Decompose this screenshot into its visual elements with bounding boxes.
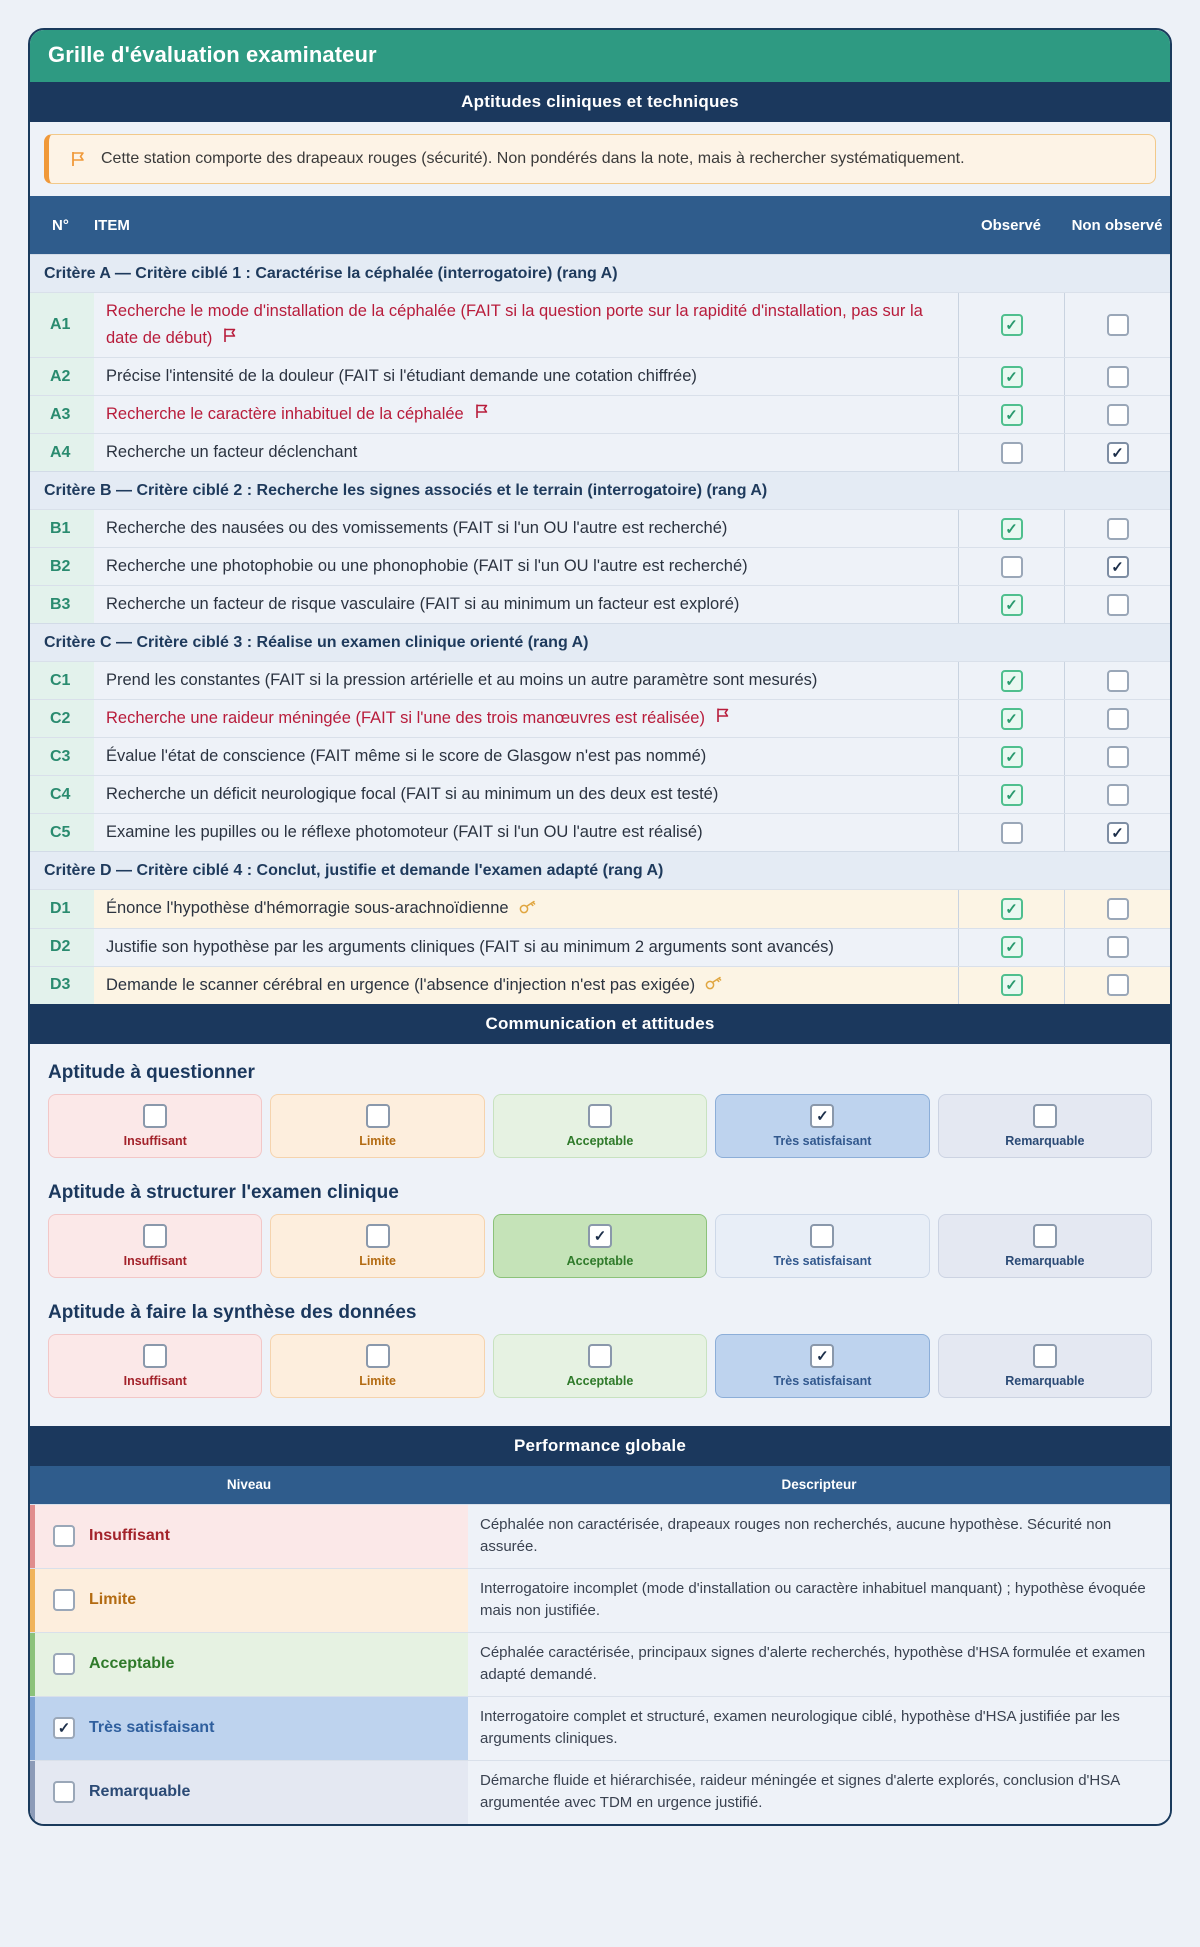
table-row xyxy=(30,585,1170,623)
option-checkbox[interactable] xyxy=(1033,1344,1057,1368)
section-header-communication: Communication et attitudes xyxy=(30,1004,1170,1044)
red-flag-icon xyxy=(474,401,490,428)
option-label: Remarquable xyxy=(1005,1133,1085,1148)
observed-checkbox[interactable]: ✓ xyxy=(1001,366,1023,388)
observed-cell xyxy=(958,662,1064,699)
observed-checkbox[interactable] xyxy=(1001,556,1023,578)
item-number: D2 xyxy=(30,929,94,966)
observed-cell xyxy=(958,586,1064,623)
not-observed-checkbox[interactable] xyxy=(1107,594,1129,616)
observed-checkbox[interactable] xyxy=(1001,442,1023,464)
performance-row xyxy=(30,1568,1170,1632)
section-header-clinical: Aptitudes cliniques et techniques xyxy=(30,82,1170,122)
not-observed-cell xyxy=(1064,434,1170,471)
not-observed-cell xyxy=(1064,396,1170,433)
option-checkbox[interactable]: ✓ xyxy=(810,1344,834,1368)
not-observed-cell xyxy=(1064,586,1170,623)
item-text-cell xyxy=(94,434,958,471)
table-row xyxy=(30,292,1170,357)
table-row xyxy=(30,928,1170,966)
aptitude-option[interactable] xyxy=(493,1094,707,1158)
not-observed-cell xyxy=(1064,814,1170,851)
item-text-cell xyxy=(94,776,958,813)
performance-checkbox[interactable]: ✓ xyxy=(53,1717,75,1739)
performance-checkbox[interactable] xyxy=(53,1589,75,1611)
observed-checkbox[interactable]: ✓ xyxy=(1001,746,1023,768)
option-checkbox[interactable] xyxy=(366,1344,390,1368)
col-item: ITEM xyxy=(94,216,130,234)
aptitude-option[interactable] xyxy=(715,1214,929,1278)
item-text: Évalue l'état de conscience (FAIT même si le score de Glasgow n'est pas nommé) xyxy=(106,747,707,766)
performance-checkbox[interactable] xyxy=(53,1525,75,1547)
aptitude-options xyxy=(48,1094,1152,1158)
option-checkbox[interactable] xyxy=(366,1224,390,1248)
option-label: Très satisfaisant xyxy=(773,1373,872,1388)
option-checkbox[interactable] xyxy=(143,1344,167,1368)
performance-descriptor: Céphalée non caractérisée, drapeaux rouges non recherchés, aucune hypothèse. Sécurité non assurée. xyxy=(468,1505,1170,1568)
aptitude-option[interactable] xyxy=(938,1094,1152,1158)
not-observed-checkbox[interactable] xyxy=(1107,898,1129,920)
item-number: C4 xyxy=(30,776,94,813)
option-checkbox[interactable] xyxy=(1033,1104,1057,1128)
observed-cell xyxy=(958,548,1064,585)
observed-cell xyxy=(958,396,1064,433)
key-icon xyxy=(705,972,725,999)
option-label: Limite xyxy=(359,1253,397,1268)
item-number: B3 xyxy=(30,586,94,623)
page-title: Grille d'évaluation examinateur xyxy=(30,30,1170,82)
not-observed-cell xyxy=(1064,967,1170,1004)
performance-level: Acceptable xyxy=(89,1655,175,1673)
item-number: B2 xyxy=(30,548,94,585)
red-flag-icon xyxy=(715,705,731,732)
item-text: Précise l'intensité de la douleur (FAIT si l'étudiant demande une cotation chiffrée) xyxy=(106,367,697,386)
performance-table xyxy=(30,1504,1170,1824)
table-row xyxy=(30,737,1170,775)
alert-text: Cette station comporte des drapeaux rouges (sécurité). Non pondérés dans la note, mais à rechercher systématiquement. xyxy=(101,150,965,167)
table-row xyxy=(30,357,1170,395)
col-niveau: Niveau xyxy=(226,1477,272,1493)
not-observed-checkbox[interactable] xyxy=(1107,784,1129,806)
aptitude-option[interactable] xyxy=(270,1334,484,1398)
item-text-cell xyxy=(94,586,958,623)
red-flag-alert xyxy=(44,134,1156,184)
table-row xyxy=(30,547,1170,585)
aptitude-option[interactable] xyxy=(493,1334,707,1398)
item-number: A2 xyxy=(30,358,94,395)
item-text: Recherche une raideur méningée (FAIT si l'une des trois manœuvres est réalisée) xyxy=(106,709,705,728)
criteria-list xyxy=(30,254,1170,1004)
not-observed-cell xyxy=(1064,776,1170,813)
option-checkbox[interactable] xyxy=(143,1224,167,1248)
observed-checkbox[interactable]: ✓ xyxy=(1001,708,1023,730)
item-text-cell xyxy=(94,700,958,737)
not-observed-checkbox[interactable]: ✓ xyxy=(1107,822,1129,844)
observed-cell xyxy=(958,358,1064,395)
not-observed-cell xyxy=(1064,358,1170,395)
table-row xyxy=(30,775,1170,813)
aptitude-option[interactable] xyxy=(48,1214,262,1278)
aptitude-option[interactable] xyxy=(715,1334,929,1398)
performance-row xyxy=(30,1760,1170,1824)
aptitude-option[interactable] xyxy=(48,1094,262,1158)
items-table-header xyxy=(30,196,1170,254)
performance-descriptor: Démarche fluide et hiérarchisée, raideur méningée et signes d'alerte explorés, conclusion d'HSA argumentée avec TDM en urgence justifié. xyxy=(468,1761,1170,1824)
option-checkbox[interactable] xyxy=(366,1104,390,1128)
observed-checkbox[interactable]: ✓ xyxy=(1001,898,1023,920)
table-row xyxy=(30,889,1170,927)
observed-checkbox[interactable]: ✓ xyxy=(1001,784,1023,806)
option-label: Insuffisant xyxy=(123,1373,187,1388)
option-label: Insuffisant xyxy=(123,1133,187,1148)
item-text-cell xyxy=(94,358,958,395)
not-observed-checkbox[interactable] xyxy=(1107,936,1129,958)
performance-level: Très satisfaisant xyxy=(89,1719,215,1737)
table-row xyxy=(30,813,1170,851)
performance-row xyxy=(30,1696,1170,1760)
performance-descriptor: Interrogatoire complet et structuré, examen neurologique ciblé, hypothèse d'HSA justifiée par les arguments cliniques. xyxy=(468,1697,1170,1760)
not-observed-checkbox[interactable] xyxy=(1107,974,1129,996)
item-number: A4 xyxy=(30,434,94,471)
not-observed-cell xyxy=(1064,738,1170,775)
item-number: B1 xyxy=(30,510,94,547)
observed-checkbox[interactable]: ✓ xyxy=(1001,974,1023,996)
not-observed-checkbox[interactable] xyxy=(1107,366,1129,388)
aptitude-title: Aptitude à questionner xyxy=(48,1061,255,1083)
performance-level-cell[interactable] xyxy=(30,1633,468,1696)
performance-table-header xyxy=(30,1466,1170,1504)
item-text: Recherche des nausées ou des vomissements (FAIT si l'un OU l'autre est recherché) xyxy=(106,519,728,538)
not-observed-checkbox[interactable] xyxy=(1107,670,1129,692)
evaluation-card xyxy=(28,28,1172,1826)
observed-checkbox[interactable]: ✓ xyxy=(1001,314,1023,336)
table-row xyxy=(30,966,1170,1004)
item-text: Recherche le mode d'installation de la céphalée (FAIT si la question porte sur la rapidité d'installation, pas sur la date de début) xyxy=(106,302,923,347)
section-header-performance: Performance globale xyxy=(30,1426,1170,1466)
performance-level-cell[interactable] xyxy=(30,1697,468,1760)
aptitude-option[interactable] xyxy=(938,1214,1152,1278)
item-text: Prend les constantes (FAIT si la pression artérielle et au moins un autre paramètre sont mesurés) xyxy=(106,671,818,690)
performance-row xyxy=(30,1504,1170,1568)
observed-cell xyxy=(958,776,1064,813)
observed-checkbox[interactable]: ✓ xyxy=(1001,670,1023,692)
performance-level-cell[interactable] xyxy=(30,1505,468,1568)
aptitude-option[interactable] xyxy=(715,1094,929,1158)
not-observed-cell xyxy=(1064,548,1170,585)
criterion-header: Critère D — Critère ciblé 4 : Conclut, justifie et demande l'examen adapté (rang A) xyxy=(30,851,1170,889)
item-text-cell xyxy=(94,738,958,775)
item-text-cell xyxy=(94,967,958,1004)
observed-checkbox[interactable]: ✓ xyxy=(1001,518,1023,540)
item-text: Justifie son hypothèse par les arguments cliniques (FAIT si au minimum 2 arguments sont avancés) xyxy=(106,937,834,956)
observed-cell xyxy=(958,967,1064,1004)
option-label: Insuffisant xyxy=(123,1253,187,1268)
option-checkbox[interactable] xyxy=(588,1104,612,1128)
item-text: Recherche le caractère inhabituel de la céphalée xyxy=(106,405,464,424)
item-text: Examine les pupilles ou le réflexe photomoteur (FAIT si l'un OU l'autre est réalisé) xyxy=(106,823,703,842)
performance-row xyxy=(30,1632,1170,1696)
not-observed-cell xyxy=(1064,662,1170,699)
observed-checkbox[interactable]: ✓ xyxy=(1001,594,1023,616)
item-number: C3 xyxy=(30,738,94,775)
aptitude-option[interactable] xyxy=(270,1094,484,1158)
item-number: C1 xyxy=(30,662,94,699)
observed-checkbox[interactable] xyxy=(1001,822,1023,844)
item-text-cell xyxy=(94,293,958,357)
item-text: Demande le scanner cérébral en urgence (l'absence d'injection n'est pas exigée) xyxy=(106,975,696,994)
performance-level-cell[interactable] xyxy=(30,1569,468,1632)
item-text: Recherche un déficit neurologique focal (FAIT si au minimum un des deux est testé) xyxy=(106,785,719,804)
item-number: D3 xyxy=(30,967,94,1004)
not-observed-checkbox[interactable] xyxy=(1107,518,1129,540)
table-row xyxy=(30,509,1170,547)
item-text: Recherche un facteur déclenchant xyxy=(106,443,358,462)
col-descripteur: Descripteur xyxy=(781,1477,857,1493)
table-row xyxy=(30,699,1170,737)
not-observed-cell xyxy=(1064,890,1170,927)
observed-cell xyxy=(958,293,1064,357)
observed-cell xyxy=(958,700,1064,737)
not-observed-checkbox[interactable] xyxy=(1107,746,1129,768)
not-observed-checkbox[interactable] xyxy=(1107,314,1129,336)
option-label: Acceptable xyxy=(566,1253,634,1268)
key-icon xyxy=(519,896,539,923)
not-observed-cell xyxy=(1064,293,1170,357)
aptitude-options xyxy=(48,1214,1152,1278)
col-num: N° xyxy=(52,216,69,234)
criterion-header: Critère A — Critère ciblé 1 : Caractérise la céphalée (interrogatoire) (rang A) xyxy=(30,254,1170,292)
not-observed-checkbox[interactable] xyxy=(1107,404,1129,426)
not-observed-cell xyxy=(1064,929,1170,966)
option-label: Très satisfaisant xyxy=(773,1133,872,1148)
performance-level: Remarquable xyxy=(89,1783,191,1801)
red-flag-icon xyxy=(222,325,238,352)
option-checkbox[interactable] xyxy=(588,1344,612,1368)
item-text-cell xyxy=(94,814,958,851)
observed-cell xyxy=(958,890,1064,927)
option-label: Limite xyxy=(359,1373,397,1388)
communication-section xyxy=(30,1044,1170,1426)
performance-checkbox[interactable] xyxy=(53,1781,75,1803)
aptitude-title: Aptitude à structurer l'examen clinique xyxy=(48,1181,399,1203)
item-text: Recherche une photophobie ou une phonophobie (FAIT si l'un OU l'autre est recherché) xyxy=(106,557,748,576)
criterion-header: Critère C — Critère ciblé 3 : Réalise un examen clinique orienté (rang A) xyxy=(30,623,1170,661)
not-observed-checkbox[interactable] xyxy=(1107,708,1129,730)
aptitude-title: Aptitude à faire la synthèse des données xyxy=(48,1301,417,1323)
performance-descriptor: Interrogatoire incomplet (mode d'installation ou caractère inhabituel manquant) ; hypothèse évoquée mais non justifiée. xyxy=(468,1569,1170,1632)
observed-cell xyxy=(958,814,1064,851)
item-number: A1 xyxy=(30,293,94,357)
option-checkbox[interactable] xyxy=(810,1224,834,1248)
option-label: Très satisfaisant xyxy=(773,1253,872,1268)
col-observed: Observé xyxy=(980,216,1042,234)
option-label: Remarquable xyxy=(1005,1253,1085,1268)
performance-level: Limite xyxy=(89,1591,137,1609)
option-label: Remarquable xyxy=(1005,1373,1085,1388)
table-row xyxy=(30,433,1170,471)
observed-checkbox[interactable]: ✓ xyxy=(1001,936,1023,958)
table-row xyxy=(30,395,1170,433)
aptitude-option[interactable] xyxy=(270,1214,484,1278)
option-label: Acceptable xyxy=(566,1133,634,1148)
item-text: Recherche un facteur de risque vasculaire (FAIT si au minimum un facteur est exploré) xyxy=(106,595,740,614)
item-number: D1 xyxy=(30,890,94,927)
option-checkbox[interactable]: ✓ xyxy=(810,1104,834,1128)
item-text-cell xyxy=(94,548,958,585)
option-checkbox[interactable]: ✓ xyxy=(588,1224,612,1248)
not-observed-checkbox[interactable]: ✓ xyxy=(1107,556,1129,578)
aptitude-option[interactable] xyxy=(938,1334,1152,1398)
item-number: C5 xyxy=(30,814,94,851)
performance-level-cell[interactable] xyxy=(30,1761,468,1824)
observed-cell xyxy=(958,738,1064,775)
option-label: Limite xyxy=(359,1133,397,1148)
not-observed-checkbox[interactable]: ✓ xyxy=(1107,442,1129,464)
not-observed-cell xyxy=(1064,700,1170,737)
col-not-observed: Non observé xyxy=(1071,216,1163,234)
observed-checkbox[interactable]: ✓ xyxy=(1001,404,1023,426)
item-text-cell xyxy=(94,396,958,433)
item-number: C2 xyxy=(30,700,94,737)
aptitude-options xyxy=(48,1334,1152,1398)
item-text-cell xyxy=(94,890,958,927)
item-number: A3 xyxy=(30,396,94,433)
aptitude-option[interactable] xyxy=(493,1214,707,1278)
option-checkbox[interactable] xyxy=(1033,1224,1057,1248)
performance-level: Insuffisant xyxy=(89,1527,170,1545)
item-text: Énonce l'hypothèse d'hémorragie sous-arachnoïdienne xyxy=(106,899,509,918)
observed-cell xyxy=(958,510,1064,547)
observed-cell xyxy=(958,929,1064,966)
performance-descriptor: Céphalée caractérisée, principaux signes d'alerte recherchés, hypothèse d'HSA formulée et examen adapté demandé. xyxy=(468,1633,1170,1696)
performance-checkbox[interactable] xyxy=(53,1653,75,1675)
criterion-header: Critère B — Critère ciblé 2 : Recherche les signes associés et le terrain (interrogatoire) (rang A) xyxy=(30,471,1170,509)
observed-cell xyxy=(958,434,1064,471)
item-text-cell xyxy=(94,662,958,699)
aptitude-option[interactable] xyxy=(48,1334,262,1398)
flag-icon xyxy=(69,150,87,168)
item-text-cell xyxy=(94,929,958,966)
option-label: Acceptable xyxy=(566,1373,634,1388)
table-row xyxy=(30,661,1170,699)
item-text-cell xyxy=(94,510,958,547)
not-observed-cell xyxy=(1064,510,1170,547)
option-checkbox[interactable] xyxy=(143,1104,167,1128)
